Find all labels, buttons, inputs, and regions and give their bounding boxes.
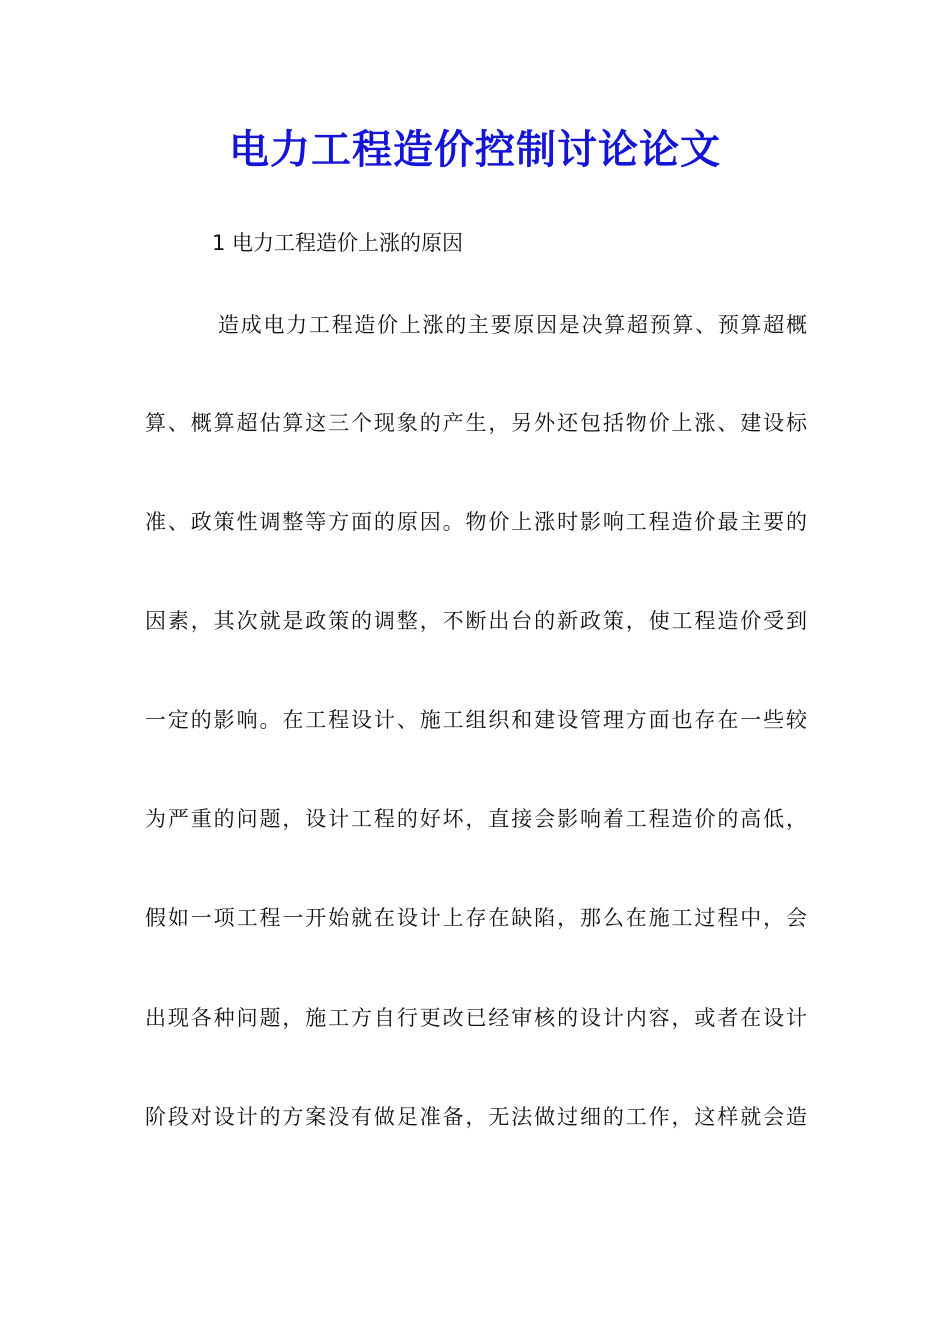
paragraph-line: 一定的影响。在工程设计、施工组织和建设管理方面也存在一些较	[145, 708, 807, 732]
paragraph-line: 为严重的问题，设计工程的好坏，直接会影响着工程造价的高低，	[145, 807, 807, 831]
section-heading: 1 电力工程造价上涨的原因	[212, 231, 464, 255]
paragraph-line: 因素，其次就是政策的调整，不断出台的新政策，使工程造价受到	[145, 609, 807, 633]
paragraph-line: 造成电力工程造价上涨的主要原因是决算超预算、预算超概	[218, 313, 807, 337]
document-title: 电力工程造价控制讨论论文	[229, 126, 721, 173]
paragraph-line: 假如一项工程一开始就在设计上存在缺陷，那么在施工过程中，会	[145, 906, 807, 930]
paragraph-line: 算、概算超估算这三个现象的产生，另外还包括物价上涨、建设标	[145, 411, 807, 435]
paragraph-line: 出现各种问题，施工方自行更改已经审核的设计内容，或者在设计	[145, 1006, 807, 1030]
paragraph-line: 阶段对设计的方案没有做足准备，无法做过细的工作，这样就会造	[145, 1105, 807, 1129]
paragraph-line: 准、政策性调整等方面的原因。物价上涨时影响工程造价最主要的	[145, 510, 807, 534]
